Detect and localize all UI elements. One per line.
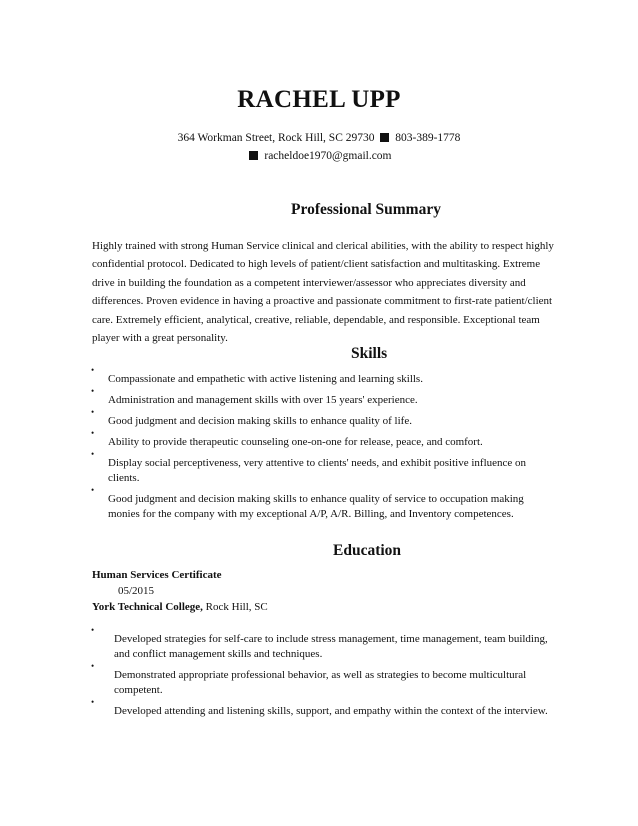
list-item: [91, 625, 554, 662]
education-item-text: Developed strategies for self-care to include stress management, time management, team building, and conflict management skills and techniques.: [114, 633, 548, 660]
bullet-icon: •: [91, 407, 95, 417]
bullet-icon: •: [91, 449, 95, 459]
contact-line-email: [0, 150, 638, 162]
email-text: racheldoe1970@gmail.com: [264, 150, 392, 162]
skill-text: Administration and management skills with over 15 years' experience.: [108, 394, 418, 406]
summary-paragraph: Highly trained with strong Human Service clinical and clerical abilities, with the ability to respect highly confidential protocol. Dedicated to high levels of patient/client satisfaction and multitasking. Extreme drive in building the foundation as a competent interviewer/assessor who appreciates diversity and differences. Proven evidence in having a proactive and passionate commitment to first-rate patient/client care. Extremely efficient, analytical, creative, reliable, dependable, and responsible. Exceptional team player with a great personality.: [92, 240, 554, 345]
skill-text: Ability to provide therapeutic counseling one-on-one for release, peace, and comfort.: [108, 436, 483, 448]
skills-heading: Skills: [351, 345, 388, 362]
bullet-icon: •: [91, 625, 95, 635]
square-separator-icon: [249, 151, 258, 160]
education-item-text: Developed attending and listening skills, support, and empathy within the context of the interview.: [114, 705, 548, 717]
education-list: [91, 625, 554, 725]
certificate-title: Human Services Certificate: [92, 569, 222, 581]
education-item-text: Demonstrated appropriate professional behavior, as well as strategies to become multicultural competent.: [114, 669, 527, 696]
bullet-icon: •: [91, 428, 95, 438]
bullet-icon: •: [91, 697, 95, 707]
contact-line-address: [0, 132, 638, 144]
address-text: 364 Workman Street, Rock Hill, SC 29730: [177, 132, 375, 144]
list-item: [91, 449, 558, 486]
skill-text: Good judgment and decision making skills to enhance quality of life.: [108, 415, 412, 427]
school-line: [92, 601, 268, 613]
phone-text: 803-389-1778: [395, 132, 461, 144]
bullet-icon: •: [91, 386, 95, 396]
list-item: [91, 697, 554, 719]
school-name: York Technical College,: [92, 601, 203, 613]
list-item: [91, 365, 558, 387]
list-item: [91, 661, 554, 698]
skills-list: [91, 365, 558, 528]
list-item: [91, 386, 558, 408]
skill-text: Display social perceptiveness, very attentive to clients' needs, and exhibit positive influence on clients.: [108, 457, 527, 484]
skill-text: Compassionate and empathetic with active listening and learning skills.: [108, 373, 423, 385]
candidate-name: RACHEL UPP: [237, 86, 401, 113]
square-separator-icon: [380, 133, 389, 142]
certificate-date: 05/2015: [118, 585, 155, 597]
list-item: [91, 407, 558, 429]
school-location: Rock Hill, SC: [202, 601, 268, 613]
bullet-icon: •: [91, 365, 95, 375]
skill-text: Good judgment and decision making skills to enhance quality of service to occupation making monies for the company with my exceptional A/P, A/R. Billing, and Inventory competences.: [108, 493, 524, 520]
bullet-icon: •: [91, 485, 95, 495]
education-heading: Education: [333, 542, 402, 559]
list-item: [91, 428, 558, 450]
list-item: [91, 485, 558, 522]
bullet-icon: •: [91, 661, 95, 671]
summary-heading: Professional Summary: [291, 201, 441, 218]
